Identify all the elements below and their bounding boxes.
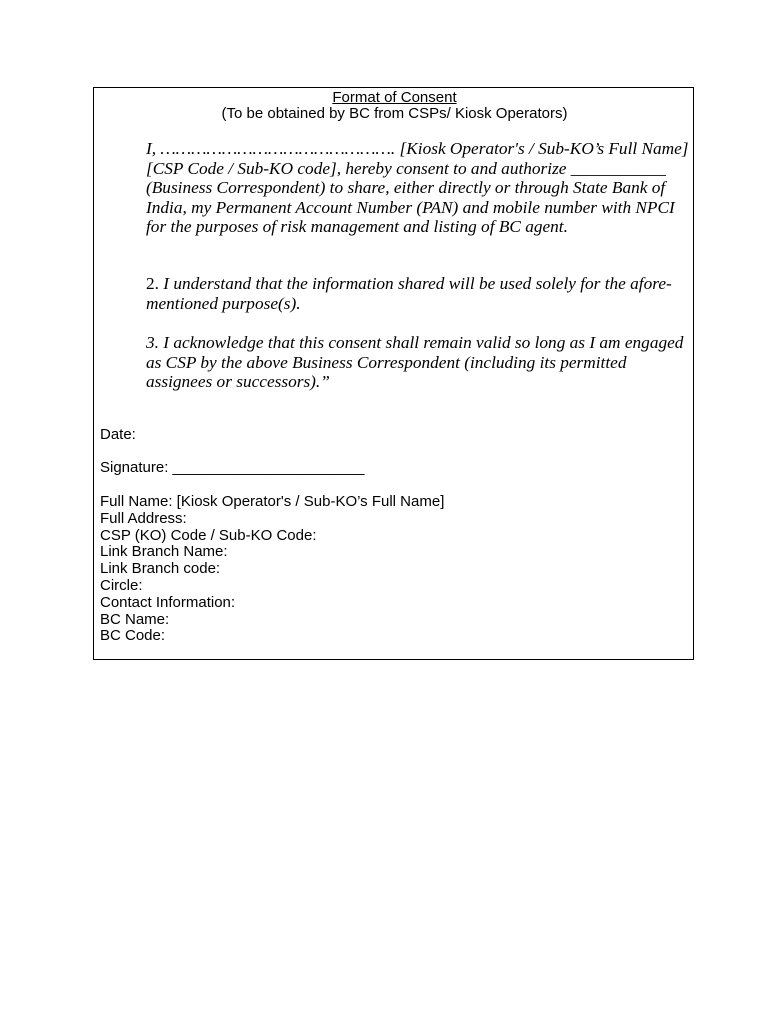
detail-bc-name: BC Name: xyxy=(100,610,170,628)
detail-full-address: Full Address: xyxy=(100,509,187,527)
paragraph-2-number: 2. xyxy=(146,274,164,293)
consent-paragraph-2 xyxy=(146,274,691,313)
detail-link-branch-name: Link Branch Name: xyxy=(100,543,228,561)
detail-full-name: Full Name: [Kiosk Operator's / Sub-KO’s Full Name] xyxy=(100,493,445,510)
signature-label: Signature: _______________________ xyxy=(100,459,365,476)
document-title: Format of Consent xyxy=(332,89,457,106)
paragraph-2-text: I understand that the information shared will be used solely for the afore-mentioned purpose(s). xyxy=(146,274,672,313)
consent-paragraph-3: 3. I acknowledge that this consent shall remain valid so long as I am engaged as CSP by the above Business Correspondent (including its permitted assignees or successors).” xyxy=(146,333,684,392)
detail-bc-code: BC Code: xyxy=(100,627,166,645)
date-label: Date: xyxy=(100,426,136,443)
consent-paragraph-1: I, ………………………………………. [Kiosk Operator's / Sub-KO’s Full Name] [CSP Code / Sub-KO code], hereby consent to and authorize ___________ (Business Correspondent) to share, either directly or through State Bank of India, my Permanent Account Number (PAN) and mobile number with NPCI for the purposes of risk management and listing of BC agent. xyxy=(146,139,689,237)
detail-contact-information: Contact Information: xyxy=(100,593,236,611)
document-subtitle: (To be obtained by BC from CSPs/ Kiosk Operators) xyxy=(221,105,568,122)
details-list xyxy=(100,493,444,644)
consent-form-box xyxy=(93,87,694,660)
detail-link-branch-code: Link Branch code: xyxy=(100,560,221,578)
detail-circle: Circle: xyxy=(100,576,143,594)
detail-csp-code: CSP (KO) Code / Sub-KO Code: xyxy=(100,526,317,544)
